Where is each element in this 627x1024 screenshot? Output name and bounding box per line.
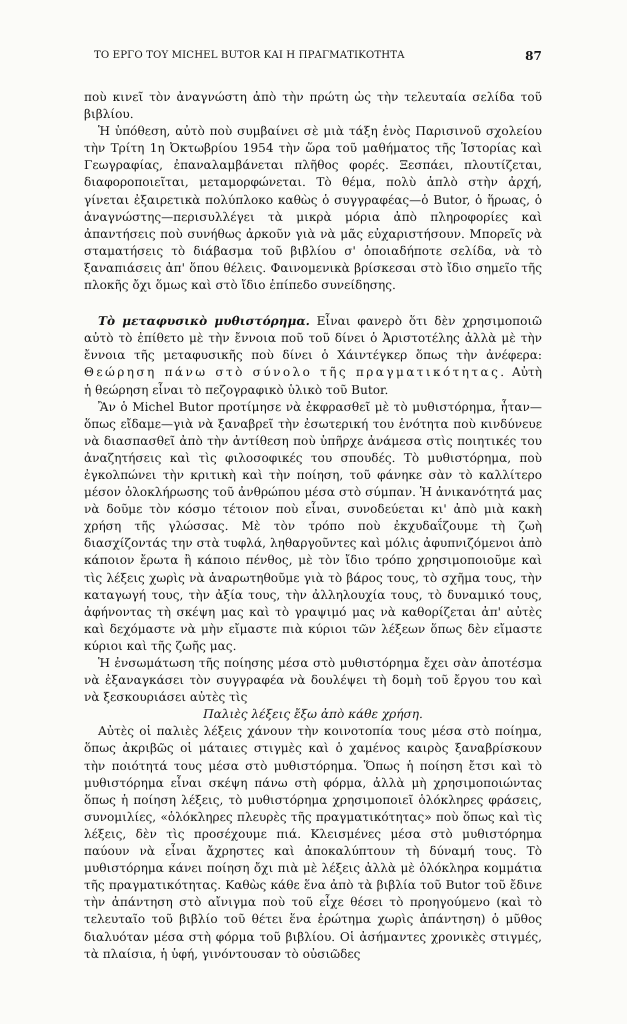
paragraph-metaphysical-novel bbox=[84, 313, 542, 398]
page-number: 87 bbox=[525, 49, 542, 63]
paragraph-plot: Ἡ ὑπόθεση, αὐτὸ ποὺ συμβαίνει σὲ μιὰ τάξη ἑνὸς Παρισινοῦ σχολείου τὴν Τρίτη 1η Ὀκτωβρίου 1954 τὴν ὥρα τοῦ μαθήματος τῆς Ἱστορίας καὶ Γεωγραφίας, ἐπαναλαμβάνεται πλῆθος φορές. Ξεσπάει, πλουτίζεται, διαφοροποιεῖται, μεταμορφώνεται. Τὸ θέμα, πολὺ ἁπλὸ στὴν ἀρχή, γίνεται ἐξαιρετικὰ πολύπλοκο καθὼς ὁ συγγραφέας—ὁ Butor, ὁ ἥρωας, ὁ ἀναγνώστης—περισυλλέγει τὰ μικρὰ μόρια ἀπὸ πληροφορίες καὶ ἀπαντήσεις ποὺ συνήθως ἀρκοῦν γιὰ νὰ μᾶς εὐχαριστήσουν. Μπορεῖς νὰ σταματήσεις τὸ διάβασμα τοῦ βιβλίου σ' ὁποιαδήποτε σελίδα, νὰ τὸ ξαναπιάσεις ἀπ' ὅπου θέλεις. Φαινομενικὰ βρίσκεσαι στὸ ἴδιο σημεῖο τῆς πλοκῆς ὄχι ὅμως καὶ στὸ ἴδιο ἐπίπεδο συνείδησης. bbox=[84, 124, 542, 293]
paragraph-text: Αὐτὴ ἡ θεώρηση εἶναι τὸ πεζογραφικὸ ὑλικὸ τοῦ Butor. bbox=[84, 365, 542, 397]
section-heading: Τὸ μεταφυσικὸ μυθιστόρημα. bbox=[98, 314, 310, 329]
paragraph-poetry-incorporation: Ἡ ἐνσωμάτωση τῆς ποίησης μέσα στὸ μυθιστόρημα ἔχει σὰν ἀποτέσμα νὰ ἐξαναγκάσει τὸν συγγραφέα νὰ δουλέψει τὴ δομὴ τοῦ ἔργου του καὶ νὰ ξεσκουριάσει αὐτὲς τὶς bbox=[84, 656, 542, 705]
paragraph-butor-novel: Ἂν ὁ Michel Butor προτίμησε νὰ ἐκφρασθεῖ μὲ τὸ μυθιστόρημα, ἦταν—ὅπως εἴδαμε—γιὰ νὰ ξαναβρεῖ τὴν ἐσωτερική του ἑνότητα ποὺ κινδύνευε νὰ διασπασθεῖ ἀπὸ τὴν ἀντίθεση ποὺ ὑπῆρχε ἀνάμεσα στὶς ποιητικές του ἀναζητήσεις καὶ τὶς φιλοσοφικές του σπουδές. Τὸ μυθιστόρημα, ποὺ ἐγκολπώνει τὴν κριτικὴ καὶ τὴν ποίηση, τοῦ φάνηκε σὰν τὸ καλλίτερο μέσον ὁλοκλήρωσης τοῦ ἀνθρώπου μέσα στὸ σύμπαν. Ἡ ἀνικανότητά μας νὰ δοῦμε τὸν κόσμο τέτοιον ποὺ εἶναι, συνοδεύεται κι' ἀπὸ μιὰ κακὴ χρήση τῆς γλώσσας. Μὲ τὸν τρόπο ποὺ ἐκχυδαΐζουμε τὴ ζωὴ διασχίζοντάς την στὰ τυφλά, ληθαργοῦντες καὶ μόλις ἀφυπνιζόμενοι ἀπὸ κάποιον ἔρωτα ἢ κάποιο πένθος, μὲ τὸν ἴδιο τρόπο χρησιμοποιοῦμε καὶ τὶς λέξεις χωρὶς νὰ ἀναρωτηθοῦμε γιὰ τὸ βάρος τους, τὸ σχῆμα τους, τὴν καταγωγή τους, τὴν ἀξία τους, τὴν ἀλληλουχία τους, τὸ δυναμικό τους, ἀφήνοντας τὴ σκέψη μας καὶ τὸ γραψιμό μας νὰ καθορίζεται ἀπ' αὐτὲς καὶ δεχόμαστε νὰ μὴν εἴμαστε πιὰ κύριοι τῶν λέξεων ὅπως δὲν εἴμαστε κύριοι καὶ τῆς ζωῆς μας. bbox=[84, 399, 542, 653]
paragraph-old-words: Αὐτὲς οἱ παλιὲς λέξεις χάνουν τὴν κοινοτοπία τους μέσα στὸ ποίημα, ὅπως ἀκριβῶς οἱ μάταιες στιγμὲς καὶ ὁ χαμένος καιρὸς ξαναβρίσκουν τὴν ποιότητά τους μέσα στὸ μυθιστόρημα. Ὅπως ἡ ποίηση ἔτσι καὶ τὸ μυθιστόρημα εἶναι σκέψη πάνω στὴ φόρμα, ἀλλὰ μὴ χρησιμοποιώντας ὅπως ἡ ποίηση λέξεις, τὸ μυθιστόρημα χρησιμοποιεῖ ὁλόκληρες φράσεις, συνομιλίες, «ὁλόκληρες πλευρὲς τῆς πραγματικότητας» ποὺ ὅπως καὶ τὶς λέξεις, δὲν τὶς προσέχουμε πιά. Κλεισμένες μέσα στὸ μυθιστόρημα παύουν νὰ εἶναι ἄχρηστες καὶ ἀποκαλύπτουν τὴ δύναμή τους. Τὸ μυθιστόρημα κάνει ποίηση ὄχι πιὰ μὲ λέξεις ἀλλὰ μὲ ὁλόκληρα κομμάτια τῆς πραγματικότητας. Καθὼς κάθε ἕνα ἀπὸ τὰ βιβλία τοῦ Butor τοῦ ἔδινε τὴν ἀπάντηση στὸ αἴνιγμα ποὺ τοῦ εἶχε θέσει τὸ προηγούμενο (καὶ τὸ τελευταῖο τοῦ βιβλίο τοῦ θέτει ἕνα ἐρώτημα χωρὶς ἀπάντηση) ὁ μῦθος διαλυόταν μέσα στὴ φόρμα τοῦ βιβλίου. Οἱ ἀσήμαντες χρονικὲς στιγμές, τὰ πλαίσια, ἡ ὑφή, γινόντουσαν τὸ οὐσιῶδες bbox=[84, 724, 542, 961]
paragraph-text: Εἶναι φανερὸ ὅτι δὲν χρησιμοποιῶ αὐτὸ τὸ ἐπίθετο μὲ τὴν ἔννοια ποῦ τοῦ δίνει ὁ Ἀριστοτέλης ἀλλὰ μὲ τὴν ἔννοια τῆς μεταφυσικῆς ποὺ δίνει ὁ Χάιντέγκερ ὅπως τὴν ἀνέφερα: bbox=[84, 314, 542, 363]
running-title: ΤΟ ΕΡΓΟ ΤΟΥ MICHEL BUTOR ΚΑΙ Η ΠΡΑΓΜΑΤΙΚΟΤΗΤΑ bbox=[94, 50, 405, 61]
spaced-emphasis: Θεώρηση πάνω στὸ σύνολο τῆς πραγματικότητας. bbox=[84, 365, 507, 380]
running-header bbox=[84, 50, 542, 66]
paragraph-continuation: ποὺ κινεῖ τὸν ἀναγνώστη ἀπὸ τὴν πρώτη ὡς τὴν τελευταία σελίδα τοῦ βιβλίου. bbox=[84, 90, 542, 122]
centered-quote: Παλιὲς λέξεις ἔξω ἀπὸ κάθε χρήση. bbox=[203, 707, 423, 722]
body-text bbox=[84, 89, 542, 963]
